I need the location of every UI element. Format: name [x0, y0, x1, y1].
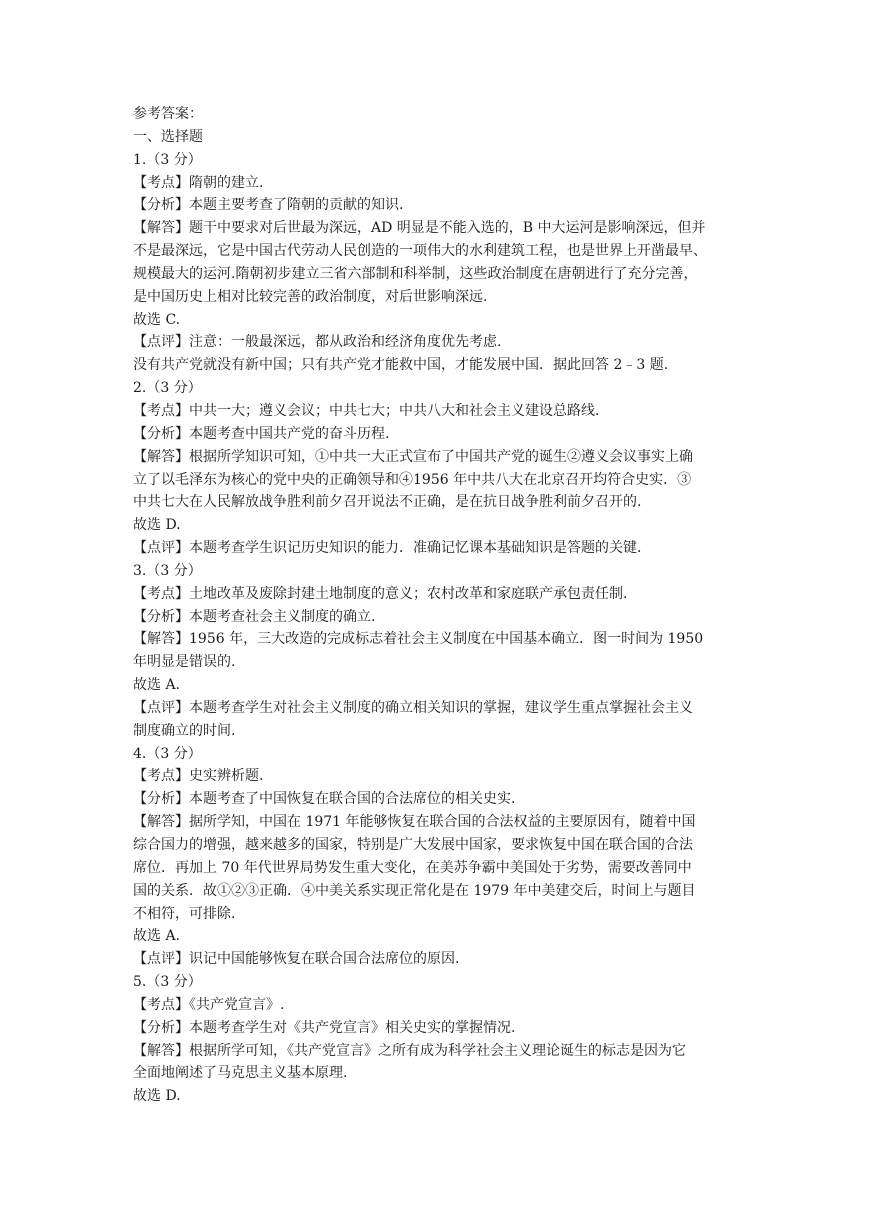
text-line: 【解答】根据所学可知，《共产党宣言》之所有成为科学社会主义理论诞生的标志是因为它 — [133, 1042, 686, 1059]
text-line: 是中国历史上相对比较完善的政治制度，对后世影响深远. — [133, 288, 488, 305]
text-line: 【点评】本题考查学生识记历史知识的能力．准确记忆课本基础知识是答题的关键. — [133, 540, 642, 557]
question-number: 4.（3 分） — [133, 745, 202, 762]
text-line: 【分析】本题考查中国共产党的奋斗历程. — [133, 425, 390, 442]
answer-heading: 参考答案： — [133, 106, 203, 122]
question-number: 5.（3 分） — [133, 974, 202, 991]
text-line: 全面地阐述了马克思主义基本原理. — [133, 1065, 348, 1082]
text-line: 【解答】1956 年，三大改造的完成标志着社会主义制度在中国基本确立．图一时间为 1950 — [133, 631, 704, 648]
text-line: 规模最大的运河.隋朝初步建立三省六部制和科举制，这些政治制度在唐朝进行了充分完善， — [133, 265, 698, 282]
text-line: 故选 A. — [133, 677, 181, 694]
question-number: 1.（3 分） — [133, 151, 202, 168]
text-line: 【考点】中共一大；遵义会议；中共七大；中共八大和社会主义建设总路线. — [133, 402, 600, 419]
text-line: 综合国力的增强，越来越多的国家，特别是广大发展中国家，要求恢复中国在联合国的合法 — [133, 837, 693, 853]
text-line: 不相符，可排除. — [133, 905, 236, 922]
text-line: 年明显是错误的. — [133, 654, 236, 671]
text-line: 国的关系．故①②③正确．④中美关系实现正常化是在 1979 年中美建交后，时间上与题目 — [133, 882, 696, 899]
text-line: 不是最深远，它是中国古代劳动人民创造的一项伟大的水利建筑工程，也是世界上开凿最早、 — [133, 243, 707, 260]
text-line: 【点评】识记中国能够恢复在联合国合法席位的原因. — [133, 951, 460, 968]
answer-document — [133, 103, 745, 1108]
text-line: 【分析】本题考查了中国恢复在联合国的合法席位的相关史实. — [133, 791, 516, 808]
text-line: 【考点】《共产党宣言》. — [133, 996, 285, 1013]
text-line: 【考点】史实辨析题. — [133, 768, 264, 785]
text-line: 【解答】根据所学知识可知，①中共一大正式宣布了中国共产党的诞生②遵义会议事实上确 — [133, 448, 693, 465]
text-line: 【分析】本题考查学生对《共产党宣言》相关史实的掌握情况. — [133, 1019, 516, 1036]
text-line: 【考点】隋朝的建立. — [133, 174, 264, 191]
text-line: 【解答】据所学知，中国在 1971 年能够恢复在联合国的合法权益的主要原因有，随着中国 — [133, 814, 696, 831]
text-line: 故选 A. — [133, 928, 181, 945]
text-line: 【点评】注意：一般最深远，都从政治和经济角度优先考虑. — [133, 334, 502, 351]
text-line: 【分析】本题主要考查了隋朝的贡献的知识. — [133, 197, 404, 214]
section-heading: 一、选择题 — [133, 128, 203, 145]
text-line: 制度确立的时间. — [133, 722, 236, 739]
text-line: 故选 C. — [133, 311, 181, 328]
text-line: 没有共产党就没有新中国；只有共产党才能救中国，才能发展中国．据此回答 2﹣3 题. — [133, 357, 669, 374]
text-line: 立了以毛泽东为核心的党中央的正确领导和④1956 年中共八大在北京召开均符合史实．③ — [133, 471, 692, 488]
text-line: 【解答】题干中要求对后世最为深远，AD 明显是不能入选的，B 中大运河是影响深远，但并 — [133, 220, 706, 237]
question-number: 2.（3 分） — [133, 380, 202, 397]
text-line: 中共七大在人民解放战争胜利前夕召开说法不正确，是在抗日战争胜利前夕召开的. — [133, 494, 642, 511]
text-line: 故选 D. — [133, 517, 181, 534]
question-number: 3.（3 分） — [133, 562, 202, 579]
text-line: 【点评】本题考查学生对社会主义制度的确立相关知识的掌握，建议学生重点掌握社会主义 — [133, 699, 693, 716]
text-line: 【分析】本题考查社会主义制度的确立. — [133, 608, 376, 625]
text-line: 席位．再加上 70 年代世界局势发生重大变化，在美苏争霸中美国处于劣势，需要改善同中 — [133, 859, 692, 876]
text-line: 【考点】土地改革及废除封建土地制度的意义；农村改革和家庭联产承包责任制. — [133, 585, 628, 602]
text-line: 故选 D. — [133, 1088, 181, 1105]
